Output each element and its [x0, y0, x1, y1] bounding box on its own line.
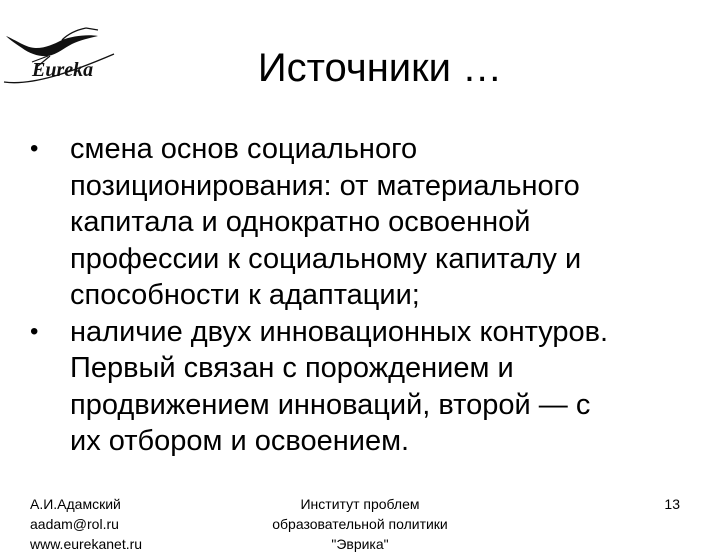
bullet-text-line: продвижением инноваций, второй — с	[70, 388, 591, 421]
footer-institute-line: "Эврика"	[331, 536, 389, 552]
footer-email: aadam@rol.ru	[30, 516, 119, 532]
footer-author-block	[30, 494, 142, 554]
footer-institute-block	[250, 494, 470, 554]
bullet-text-line: наличие двух инновационных контуров.	[70, 315, 609, 348]
eureka-logo	[2, 26, 122, 96]
footer-institute-line: Институт проблем	[300, 496, 420, 512]
footer-institute-line: образовательной политики	[272, 516, 448, 532]
footer-author: А.И.Адамский	[30, 496, 121, 512]
bullet-marker: •	[30, 317, 39, 345]
page-number: 13	[664, 496, 680, 512]
slide-title: Источники …	[257, 46, 503, 90]
bullet-text-line: капитала и однократно освоенной	[70, 206, 531, 238]
bullet-text-line: Первый связан с порождением и	[70, 352, 514, 384]
logo-text: Eureka	[32, 59, 94, 81]
bullet-list	[30, 131, 710, 460]
bullet-marker: •	[30, 135, 39, 162]
bullet-text-line: смена основ социального	[70, 133, 418, 165]
bullet-item-2	[30, 314, 710, 460]
bullet-item-1	[30, 131, 710, 314]
bullet-text-line: их отбором и освоением.	[70, 425, 410, 457]
bullet-text-line: позиционирования: от материального	[70, 169, 580, 202]
crane-bird-icon	[2, 26, 122, 96]
bullet-text-line: способности к адаптации;	[70, 279, 420, 311]
footer-website: www.eurekanet.ru	[30, 536, 143, 552]
bullet-text-line: профессии к социальному капиталу и	[70, 242, 582, 275]
